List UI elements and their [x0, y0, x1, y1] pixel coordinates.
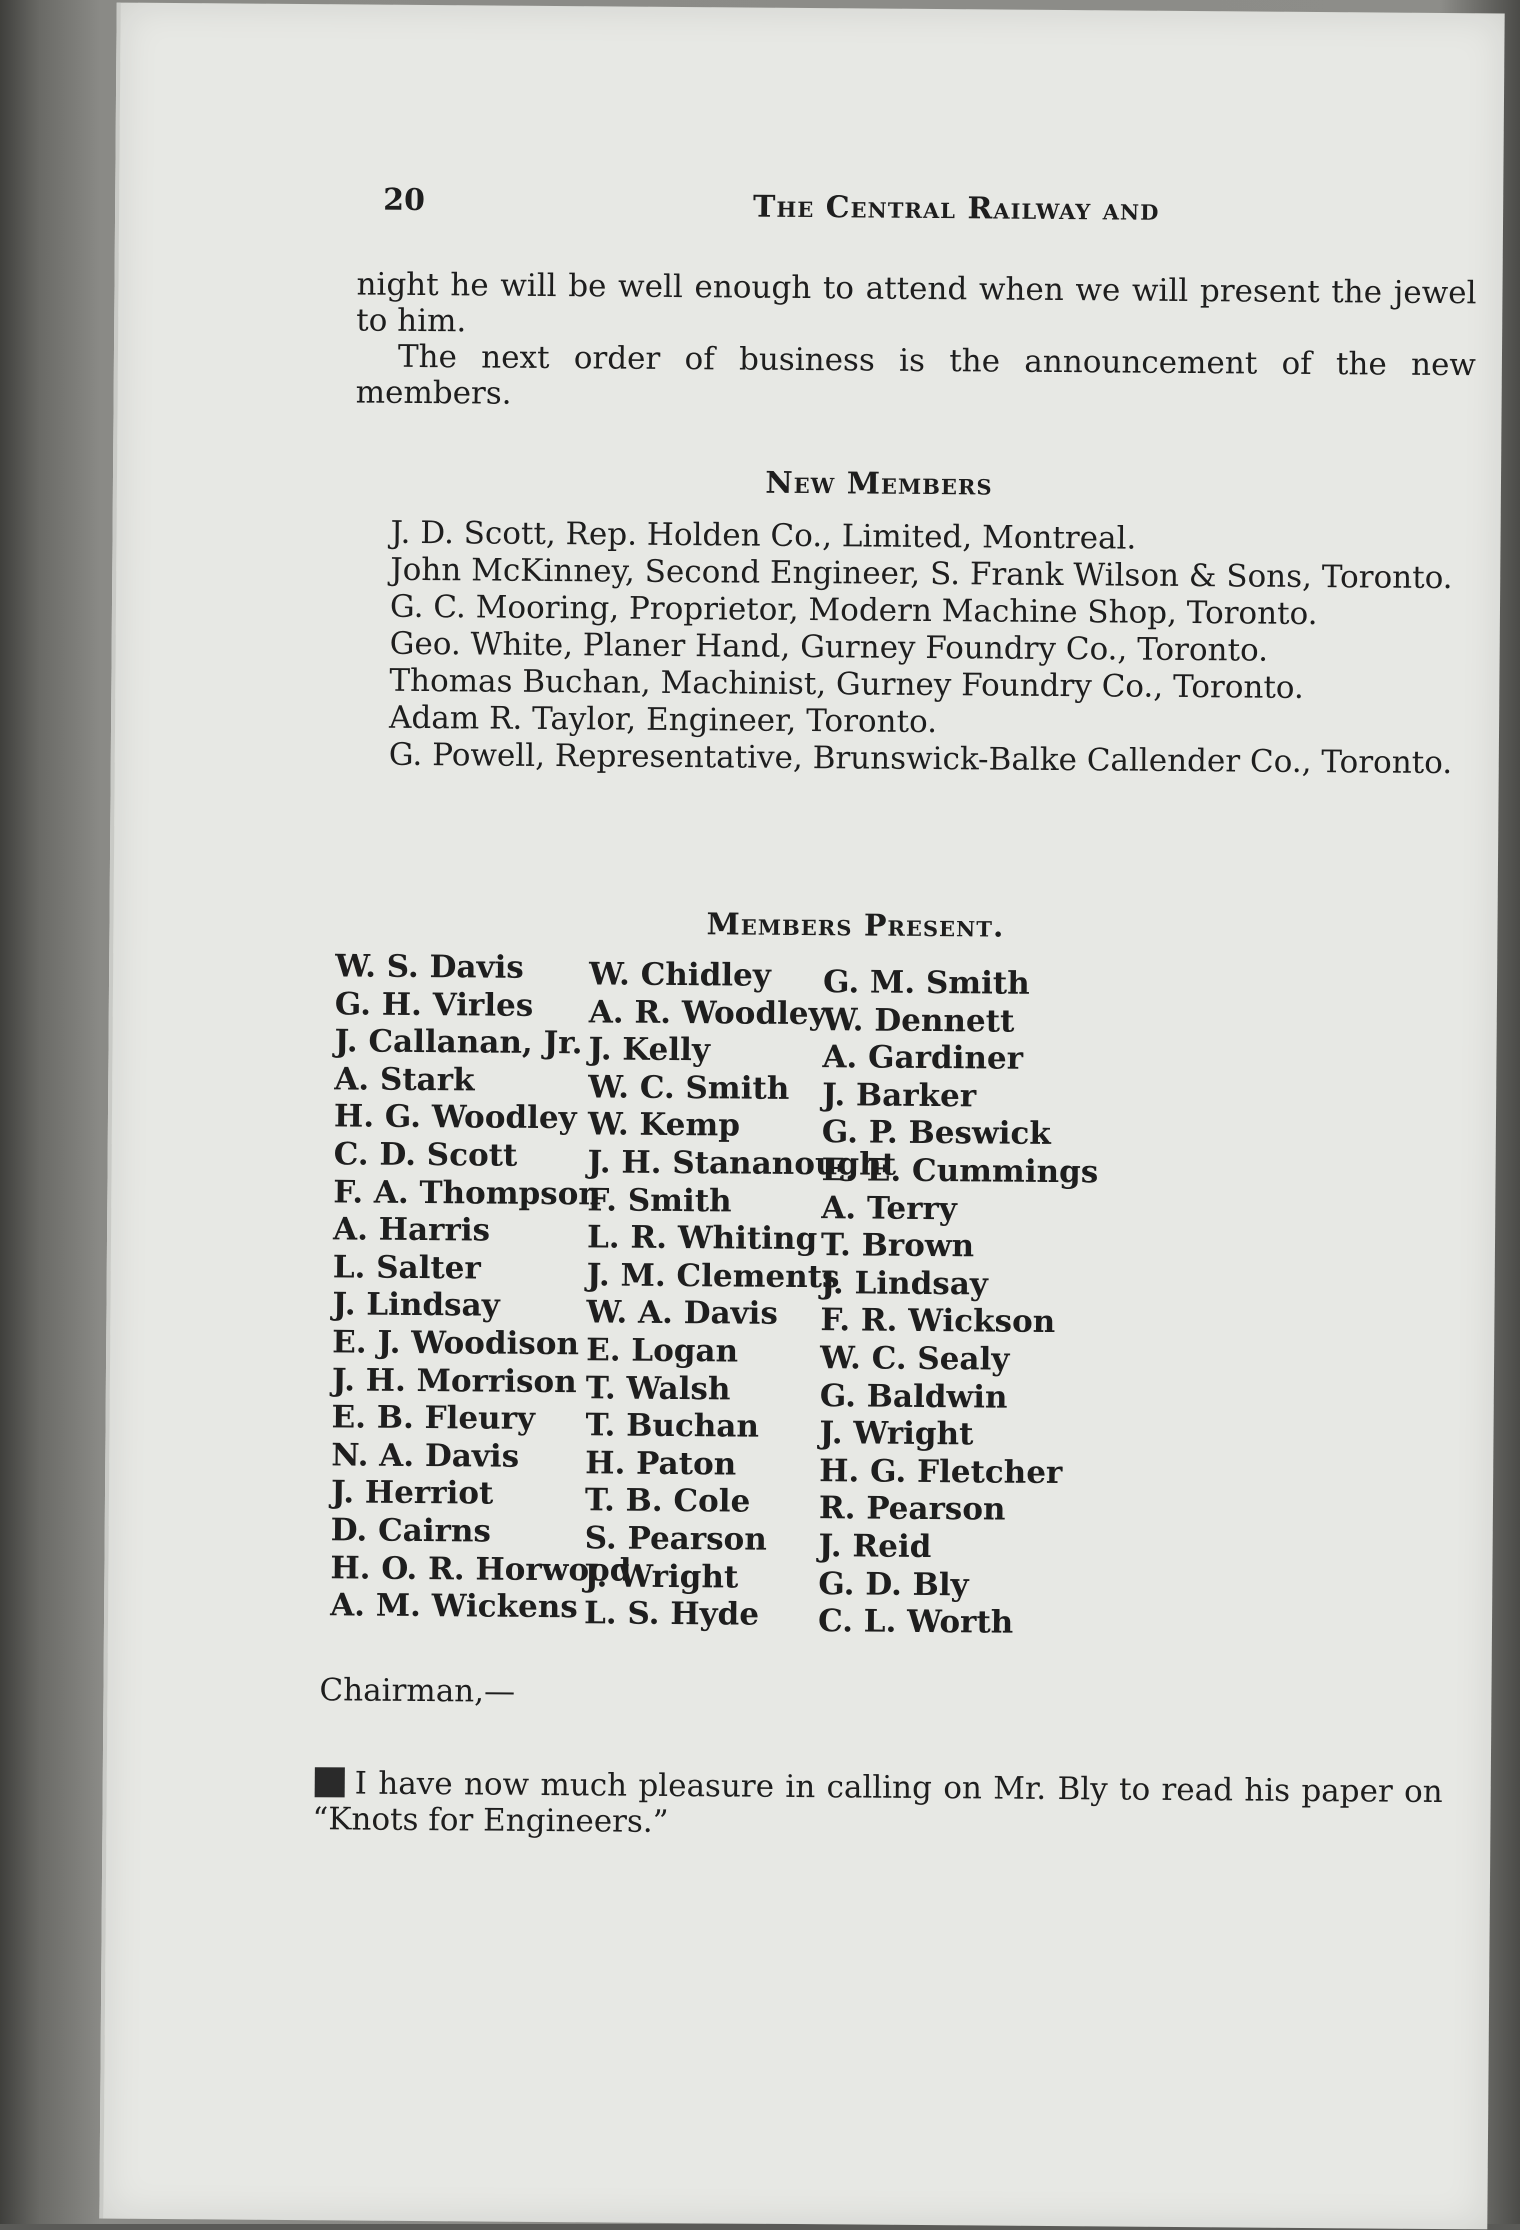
member-name: J. H. Morrison [331, 1361, 577, 1400]
member-name: J. Barker [822, 1076, 977, 1115]
page-number: 20 [383, 182, 426, 219]
member-name: W. Chidley [588, 956, 771, 994]
member-name: J. H. Stananought [587, 1144, 897, 1183]
new-member-entry: John McKinney, Second Engineer, S. Frank Wilson & Sons, Toronto. [390, 551, 1453, 597]
member-name: A. Harris [332, 1211, 491, 1249]
new-member-entry: G. C. Mooring, Proprietor, Modern Machine Shop, Toronto. [389, 588, 1318, 633]
member-name: W. Kemp [587, 1106, 741, 1144]
member-name: H. G. Fletcher [819, 1452, 1063, 1491]
member-name: D. Cairns [330, 1512, 492, 1550]
member-name: J. Reid [818, 1528, 932, 1565]
member-name: R. Pearson [818, 1490, 1006, 1528]
new-member-entry: Adam R. Taylor, Engineer, Toronto. [388, 699, 938, 741]
member-name: J. Lindsay [332, 1286, 500, 1324]
member-name: F. R. Wickson [820, 1302, 1056, 1341]
member-name: G. D. Bly [818, 1565, 969, 1603]
member-name: J. Herriot [330, 1474, 494, 1512]
member-name: A. Gardiner [822, 1039, 1024, 1077]
member-name: E. Logan [586, 1332, 739, 1370]
member-name: G. M. Smith [822, 964, 1030, 1002]
member-name: E. E. Cummings [821, 1152, 1099, 1191]
new-member-entry: J. D. Scott, Rep. Holden Co., Limited, Montreal. [390, 514, 1137, 557]
member-name: G. H. Virles [334, 985, 534, 1024]
member-name: S. Pearson [584, 1520, 767, 1558]
members-present-heading: Members Present. [706, 907, 1005, 945]
member-name: J. Wright [584, 1557, 739, 1596]
member-name: C. L. Worth [817, 1603, 1014, 1641]
member-name: L. R. Whiting [586, 1219, 818, 1258]
new-member-entry: G. Powell, Representative, Brunswick-Balke Callender Co., Toronto. [388, 736, 1453, 782]
member-name: W. Dennett [822, 1001, 1015, 1040]
member-name: J. M. Clements [586, 1257, 840, 1296]
member-name: A. M. Wickens [330, 1587, 578, 1626]
intro-paragraph-2: The next order of business is the announcement of the new members. [355, 338, 1477, 412]
member-name: W. S. Davis [335, 948, 524, 986]
member-name: J. Kelly [588, 1031, 711, 1069]
member-name: J. Lindsay [820, 1264, 989, 1303]
member-name: T. Buchan [585, 1407, 760, 1445]
document-page [99, 3, 1504, 2230]
member-name: J. Wright [819, 1415, 974, 1453]
new-member-entry: Geo. White, Planer Hand, Gurney Foundry Co., Toronto. [389, 625, 1269, 669]
member-name: E. J. Woodison [332, 1324, 580, 1363]
member-name: F. A. Thompson [333, 1173, 602, 1212]
member-name: A. R. Woodley [588, 993, 827, 1032]
member-name: W. C. Sealy [819, 1340, 1010, 1378]
member-name: A. Stark [334, 1061, 475, 1099]
member-name: N. A. Davis [331, 1437, 520, 1475]
member-name: T. Brown [820, 1227, 975, 1265]
member-name: H. O. R. Horwood [330, 1549, 632, 1589]
member-name: T. B. Cole [584, 1482, 751, 1520]
members-present-columns [330, 948, 1475, 1657]
member-name: E. B. Fleury [331, 1399, 536, 1438]
member-name: G. Baldwin [819, 1377, 1008, 1416]
running-title: The Central Railway and [752, 189, 1160, 228]
closing-text: I have now much pleasure in calling on Mr. Bly to read his paper on “Knots for Engineers.” [312, 1765, 1443, 1840]
member-name: T. Walsh [585, 1369, 731, 1407]
intro-paragraph-1: night he will be well enough to attend when we will present the jewel to him. [356, 266, 1477, 340]
members-column-3 [818, 964, 1100, 1643]
member-name: G. P. Beswick [821, 1114, 1051, 1153]
member-name: H. Paton [585, 1445, 737, 1483]
member-name: A. Terry [821, 1189, 957, 1227]
member-name: W. C. Smith [588, 1069, 790, 1107]
page-header [383, 177, 1483, 246]
new-members-heading: New Members [765, 465, 993, 503]
paragraph-mark-icon [315, 1767, 345, 1797]
new-member-entry: Thomas Buchan, Machinist, Gurney Foundry Co., Toronto. [389, 662, 1305, 706]
member-name: L. Salter [332, 1249, 481, 1287]
member-name: L. S. Hyde [583, 1595, 760, 1633]
new-members-list [347, 514, 1479, 782]
chairman-label: Chairman,— [319, 1672, 516, 1710]
member-name: F. Smith [587, 1181, 732, 1220]
member-name: H. G. Woodley [333, 1098, 577, 1137]
member-name: J. Callanan, Jr. [334, 1023, 583, 1062]
member-name: W. A. Davis [586, 1294, 779, 1333]
member-name: C. D. Scott [333, 1136, 518, 1174]
closing-paragraph [312, 1765, 1443, 1846]
